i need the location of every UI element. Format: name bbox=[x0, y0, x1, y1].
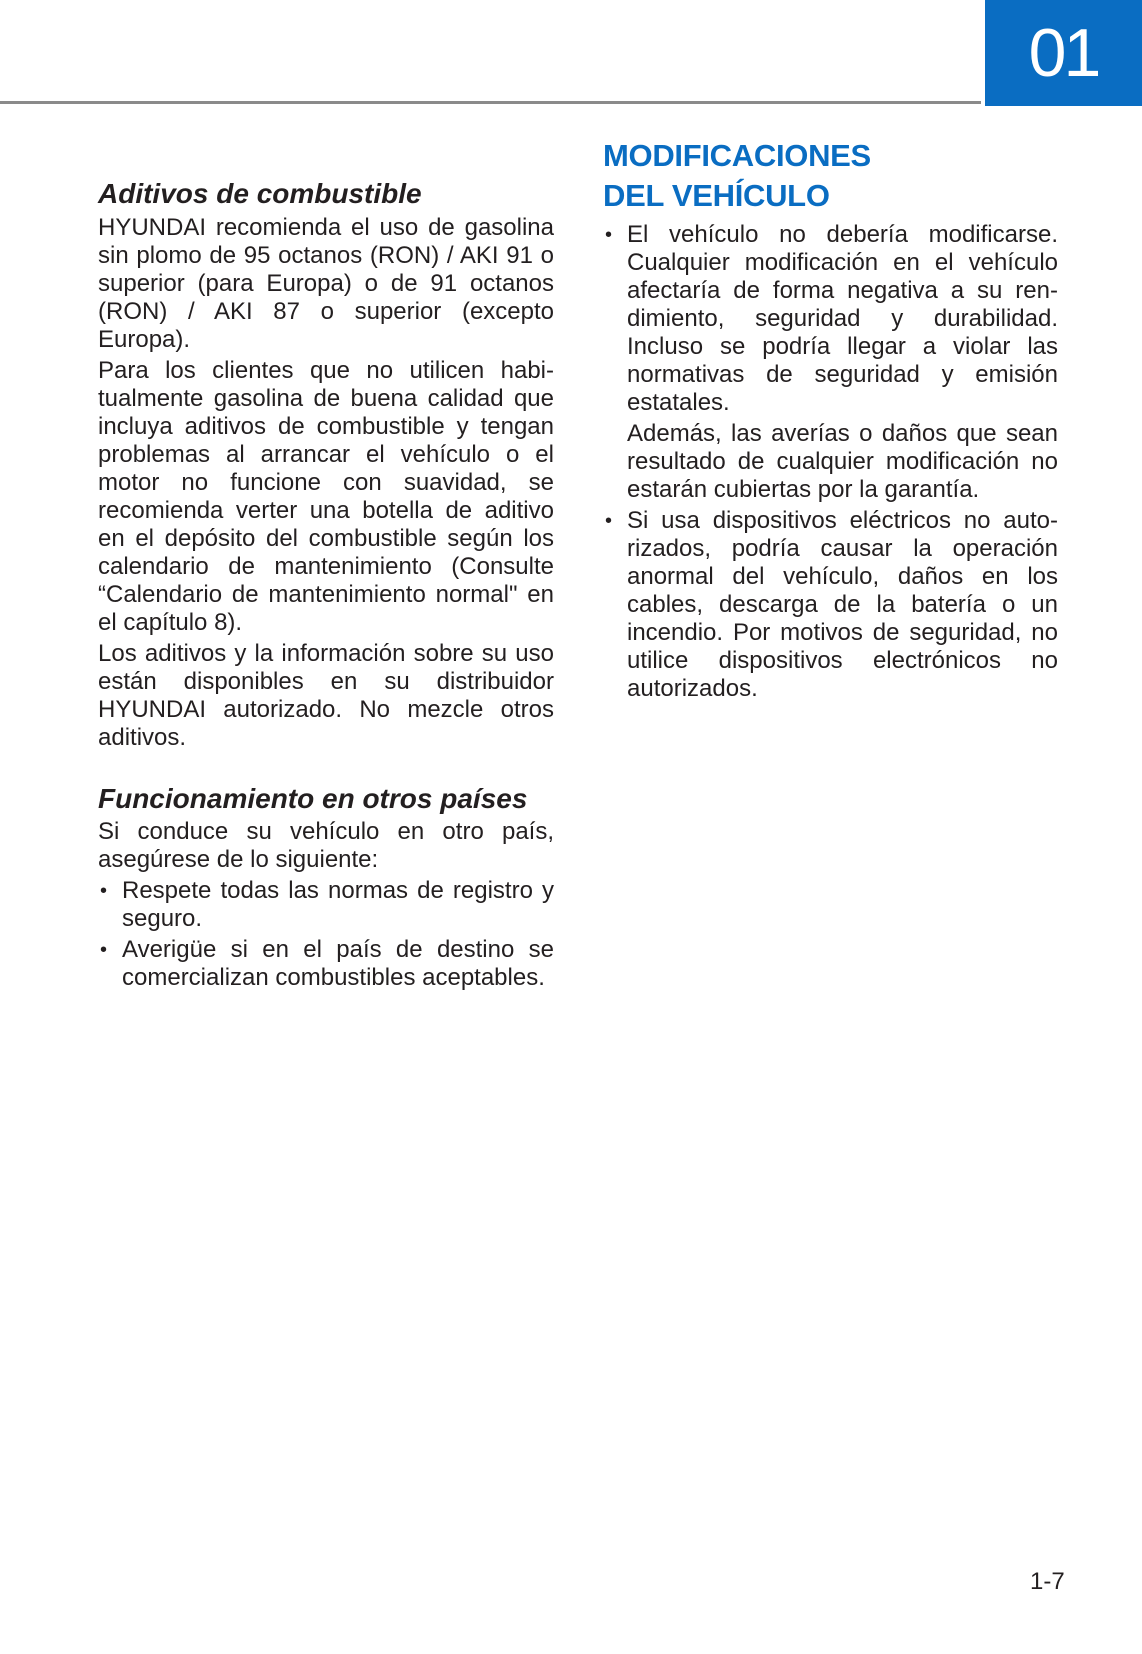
paragraph: Si conduce su vehículo en otro país, asegúrese de lo siguiente: bbox=[98, 818, 554, 873]
paragraph: HYUNDAI recomienda el uso de gasolina sin plomo de 95 octanos (RON) / AKI 91 o superior (para Europa) o de 91 octanos (RON) / AKI 87 o superior (excepto Europa). bbox=[98, 214, 554, 353]
list-item bbox=[98, 936, 554, 992]
bullet-icon: • bbox=[605, 224, 613, 246]
bullet-icon: • bbox=[100, 880, 108, 902]
section-title bbox=[603, 136, 871, 216]
list-item-text: Averigüe si en el país de destino se comercializan combustibles aceptables. bbox=[122, 936, 554, 991]
list-item-text: Respete todas las normas de registro y seguro. bbox=[122, 877, 554, 932]
paragraph: Los aditivos y la información sobre su uso están disponibles en su distribuidor HYUNDAI autorizado. No mezcle otros aditivos. bbox=[98, 640, 554, 751]
list-item-text: Si usa dispositivos eléctricos no autorizados, podría causar la operación anormal del vehículo, daños en los cables, descarga de la batería o un incendio. Por motivos de seguridad, no utilice dispositivos electrónicos no autorizados. bbox=[627, 507, 1058, 702]
section-title-line2: DEL VEHÍCULO bbox=[603, 178, 830, 213]
bullet-icon: • bbox=[100, 939, 108, 961]
bullet-list bbox=[603, 221, 1058, 703]
section-heading-other-countries: Funcionamiento en otros países bbox=[98, 783, 528, 814]
other-countries-body bbox=[98, 818, 554, 995]
bullet-list bbox=[98, 877, 554, 992]
paragraph: Para los clientes que no utilicen habitualmente gasolina de buena calidad que incluya aditivos de combustible y tengan problemas al arrancar el vehículo o el motor no funcione con suavidad, se recomienda verter una botella de aditivo en el depósito del combustible según los calendario de mantenimiento (Consulte “Calendario de mantenimiento normal" en el capítulo 8). bbox=[98, 357, 554, 636]
list-item bbox=[603, 221, 1058, 504]
list-item-text: El vehículo no debería modificarse. Cualquier modificación en el vehículo afectaría de forma negativa a su rendimiento, seguridad y durabilidad. Incluso se podría llegar a violar las normativas de seguridad y emisión estatales. bbox=[627, 221, 1058, 416]
list-item-extra-text: Además, las averías o daños que sean resultado de cualquier modificación no estarán cubiertas por la garantía. bbox=[627, 420, 1058, 503]
list-item bbox=[98, 877, 554, 933]
page-number: 1-7 bbox=[1030, 1568, 1065, 1595]
fuel-additives-body bbox=[98, 214, 554, 755]
section-heading-fuel-additives: Aditivos de combustible bbox=[98, 178, 422, 209]
header-rule bbox=[0, 101, 981, 104]
modifications-body bbox=[603, 221, 1058, 706]
list-item bbox=[603, 507, 1058, 703]
chapter-tab: 01 bbox=[985, 0, 1142, 106]
bullet-icon: • bbox=[605, 510, 613, 532]
section-title-line1: MODIFICACIONES bbox=[603, 138, 871, 173]
